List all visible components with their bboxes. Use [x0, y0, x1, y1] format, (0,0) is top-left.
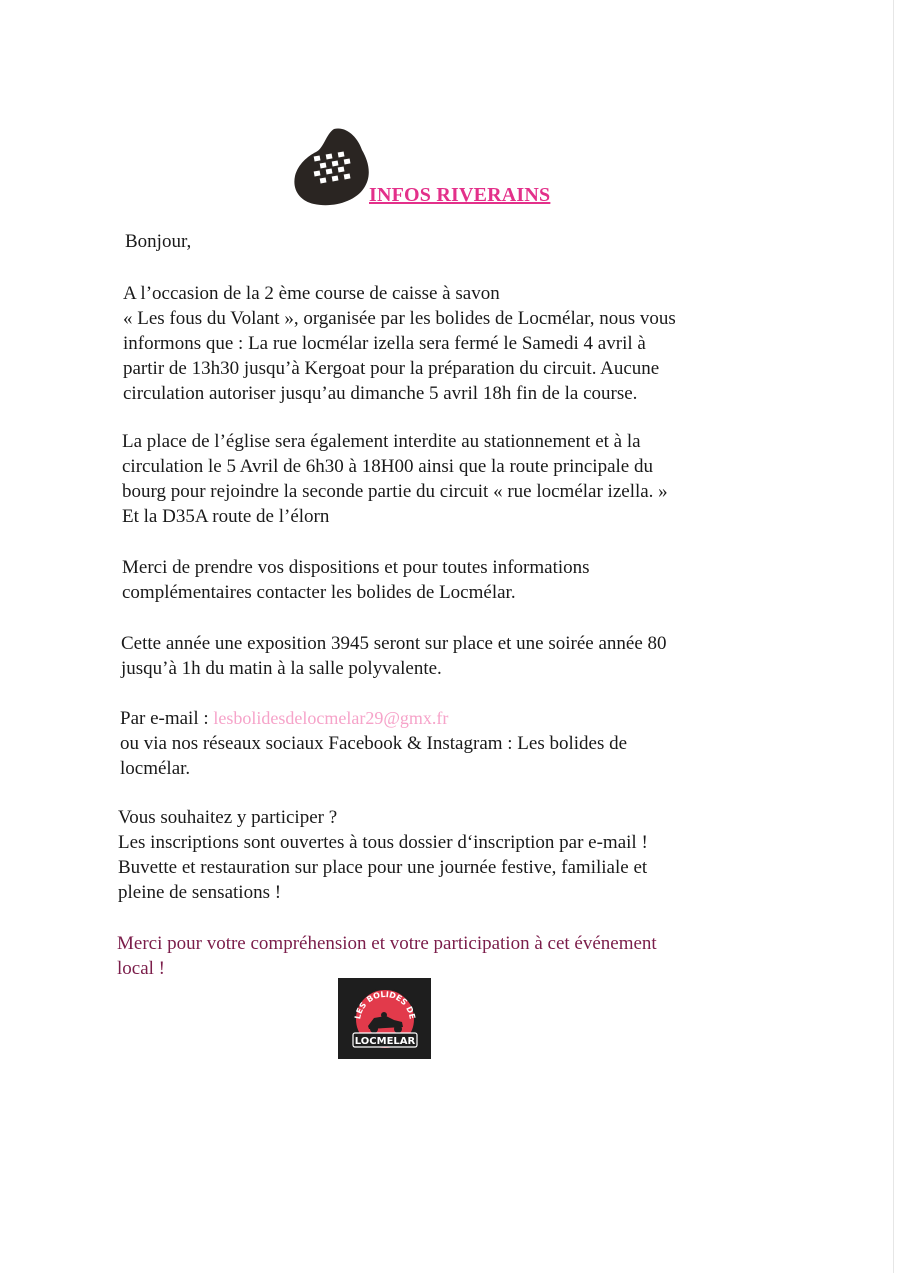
text-line: circulation le 5 Avril de 6h30 à 18H00 ainsi que la route principale du: [122, 456, 653, 477]
email-link[interactable]: lesbolidesdelocmelar29@gmx.fr: [213, 708, 449, 728]
scan-edge-line: [893, 0, 894, 1273]
logo-arc-text: LES BOLIDES DE: [353, 989, 417, 1020]
paragraph-email: [120, 706, 627, 781]
text-line: complémentaires contacter les bolides de Locmélar.: [122, 582, 516, 603]
page-title: INFOS RIVERAINS: [369, 184, 551, 206]
greeting: Bonjour,: [125, 231, 192, 252]
email-line: [120, 706, 627, 731]
logo-name: LOCMELAR: [354, 1036, 416, 1047]
text-line: A l’occasion de la 2 ème course de caisse à savon: [123, 283, 500, 304]
text-line: « Les fous du Volant », organisée par les bolides de Locmélar, nous vous: [123, 308, 676, 329]
text-line: partir de 13h30 jusqu’à Kergoat pour la préparation du circuit. Aucune: [123, 358, 660, 379]
paragraph-thanks: [117, 931, 657, 981]
text-line: Merci de prendre vos dispositions et pour toutes informations: [122, 557, 590, 578]
text-line: Vous souhaitez y participer ?: [118, 807, 338, 828]
text-line: pleine de sensations !: [118, 882, 282, 903]
text-line: La place de l’église sera également interdite au stationnement et à la: [122, 431, 641, 452]
text-line: Les inscriptions sont ouvertes à tous dossier d‘inscription par e-mail !: [118, 832, 648, 853]
bolides-logo: [338, 978, 431, 1059]
paragraph-course-info: [123, 281, 676, 406]
text-line: informons que : La rue locmélar izella sera fermé le Samedi 4 avril à: [123, 333, 646, 354]
text-line: Merci pour votre compréhension et votre participation à cet événement: [117, 933, 657, 954]
text-line: bourg pour rejoindre la seconde partie du circuit « rue locmélar izella. »: [122, 481, 668, 502]
checkered-flag-icon: [292, 126, 374, 208]
text-line: locmélar.: [120, 758, 191, 779]
text-line: circulation autoriser jusqu’au dimanche 5 avril 18h fin de la course.: [123, 383, 638, 404]
text-line: ou via nos réseaux sociaux Facebook & Instagram : Les bolides de: [120, 733, 628, 754]
paragraph-contact: [122, 555, 590, 605]
email-label: Par e-mail :: [120, 708, 214, 729]
paragraph-registration: [118, 805, 648, 905]
paragraph-closures: [122, 429, 668, 529]
text-line: Et la D35A route de l’élorn: [122, 506, 330, 527]
paragraph-exhibition: [121, 631, 667, 681]
text-line: jusqu’à 1h du matin à la salle polyvalente.: [121, 658, 442, 679]
logo-emblem: [338, 978, 431, 1059]
header: [292, 126, 632, 216]
text-line: local !: [117, 958, 166, 979]
text-line: Cette année une exposition 3945 seront sur place et une soirée année 80: [121, 633, 667, 654]
text-line: Buvette et restauration sur place pour une journée festive, familiale et: [118, 857, 648, 878]
